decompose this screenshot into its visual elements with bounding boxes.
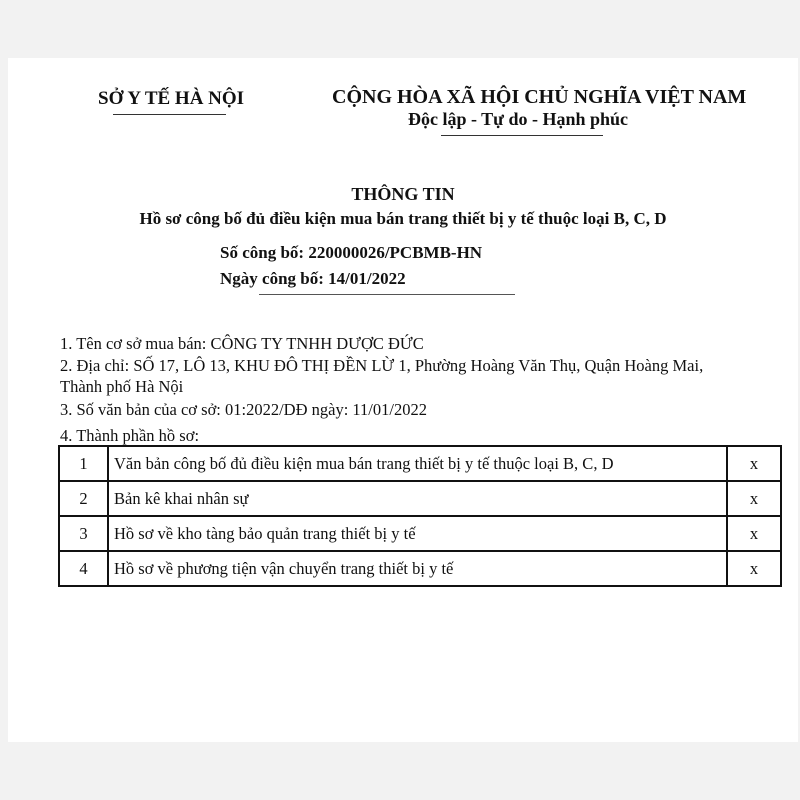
- national-motto: Độc lập - Tự do - Hạnh phúc: [408, 109, 629, 129]
- dossier-table: [58, 445, 782, 587]
- document-page: [8, 58, 798, 742]
- title-divider: [259, 294, 515, 295]
- table-row: [59, 446, 781, 481]
- row-number: 3: [59, 516, 108, 551]
- row-description: Bản kê khai nhân sự: [108, 481, 727, 516]
- motto-underline: [441, 135, 603, 136]
- row-mark: x: [727, 481, 781, 516]
- announcement-date: Ngày công bố: 14/01/2022: [220, 269, 406, 288]
- row-mark: x: [727, 551, 781, 586]
- country-name: CỘNG HÒA XÃ HỘI CHỦ NGHĨA VIỆT NAM: [332, 86, 747, 108]
- table-row: [59, 551, 781, 586]
- document-title: THÔNG TIN: [351, 184, 455, 204]
- address-line-cont: Thành phố Hà Nội: [60, 377, 184, 396]
- row-number: 1: [59, 446, 108, 481]
- document-subtitle: Hồ sơ công bố đủ điều kiện mua bán trang thiết bị y tế thuộc loại B, C, D: [139, 209, 667, 228]
- row-description: Hồ sơ về phương tiện vận chuyển trang thiết bị y tế: [108, 551, 727, 586]
- row-number: 4: [59, 551, 108, 586]
- facility-name-line: 1. Tên cơ sở mua bán: CÔNG TY TNHH DƯỢC ĐỨC: [60, 334, 424, 353]
- table-row: [59, 516, 781, 551]
- dossier-components-label: 4. Thành phần hồ sơ:: [60, 426, 200, 445]
- agency-name: SỞ Y TẾ HÀ NỘI: [98, 88, 245, 109]
- agency-underline: [113, 114, 226, 115]
- table-row: [59, 481, 781, 516]
- row-number: 2: [59, 481, 108, 516]
- row-mark: x: [727, 446, 781, 481]
- row-mark: x: [727, 516, 781, 551]
- row-description: Văn bản công bố đủ điều kiện mua bán trang thiết bị y tế thuộc loại B, C, D: [108, 446, 727, 481]
- announcement-number: Số công bố: 220000026/PCBMB-HN: [220, 243, 483, 262]
- document-ref-line: 3. Số văn bản của cơ sở: 01:2022/DĐ ngày: 11/01/2022: [60, 400, 427, 419]
- address-line: 2. Địa chỉ: SỐ 17, LÔ 13, KHU ĐÔ THỊ ĐỀN LỪ 1, Phường Hoàng Văn Thụ, Quận Hoàng Mai,: [60, 356, 704, 375]
- row-description: Hồ sơ về kho tàng bảo quản trang thiết bị y tế: [108, 516, 727, 551]
